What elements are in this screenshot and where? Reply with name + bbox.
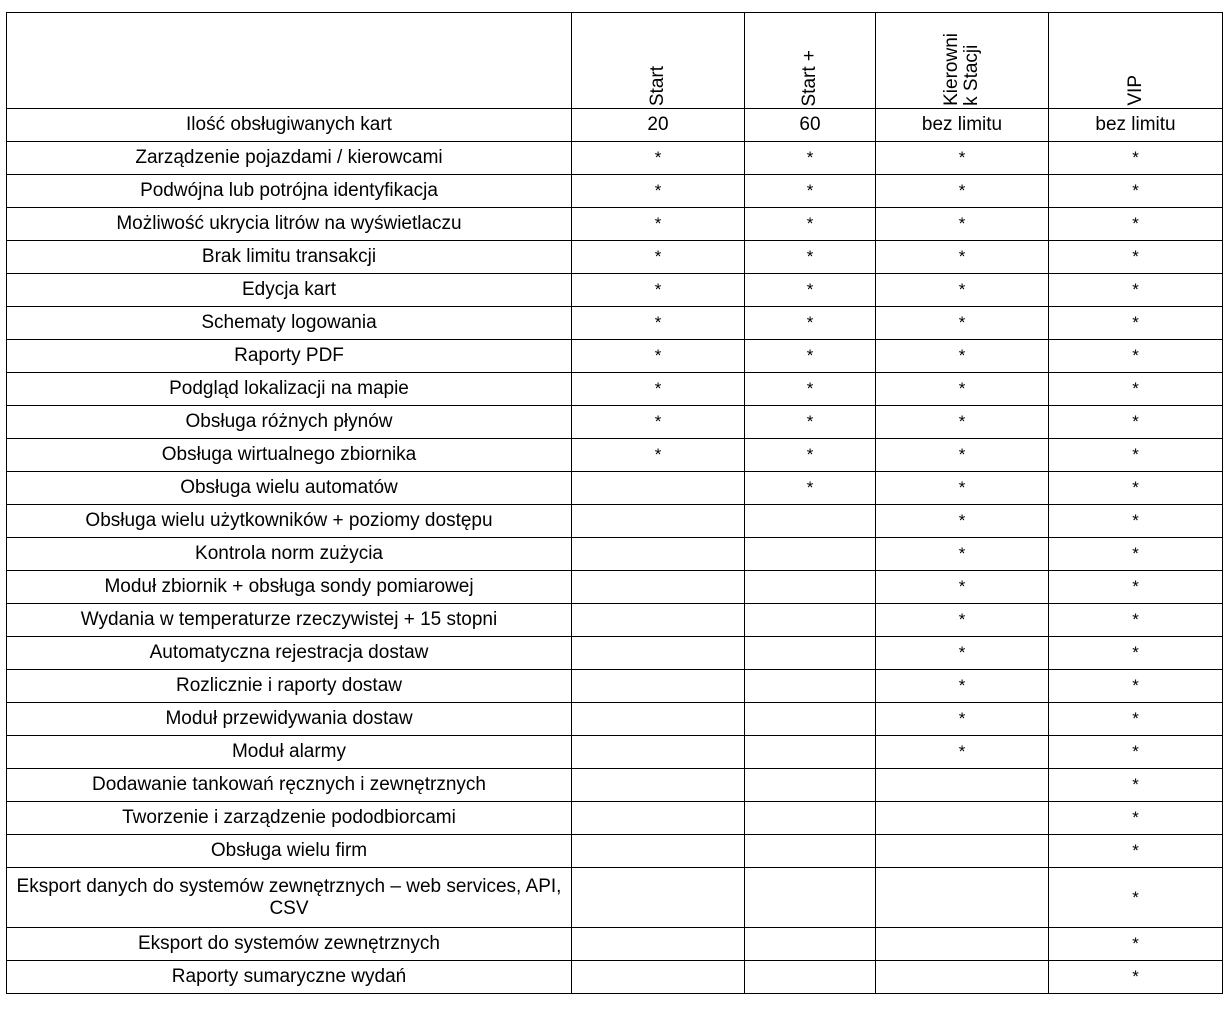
column-label: Kierowni k Stacji <box>941 33 982 106</box>
value-cell <box>745 769 876 802</box>
column-label: VIP <box>1124 75 1146 106</box>
value-cell: bez limitu <box>876 109 1049 142</box>
value-cell: * <box>745 406 876 439</box>
value-cell: * <box>876 439 1049 472</box>
value-cell: * <box>1049 406 1223 439</box>
value-cell: * <box>876 670 1049 703</box>
value-cell <box>745 868 876 928</box>
value-cell <box>572 868 745 928</box>
feature-cell: Schematy logowania <box>7 307 572 340</box>
table-row <box>7 472 1223 505</box>
value-cell <box>572 670 745 703</box>
value-cell <box>572 604 745 637</box>
value-cell <box>745 928 876 961</box>
value-cell: * <box>745 274 876 307</box>
value-cell: * <box>876 637 1049 670</box>
value-cell: * <box>572 175 745 208</box>
value-cell: * <box>572 373 745 406</box>
value-cell: * <box>1049 538 1223 571</box>
feature-cell: Moduł przewidywania dostaw <box>7 703 572 736</box>
value-cell: * <box>572 307 745 340</box>
table-row <box>7 571 1223 604</box>
value-cell: * <box>1049 802 1223 835</box>
value-cell <box>745 538 876 571</box>
table-row <box>7 274 1223 307</box>
value-cell: * <box>572 142 745 175</box>
value-cell: 20 <box>572 109 745 142</box>
feature-cell: Moduł zbiornik + obsługa sondy pomiarowej <box>7 571 572 604</box>
value-cell: * <box>1049 928 1223 961</box>
table-row <box>7 505 1223 538</box>
value-cell: * <box>1049 835 1223 868</box>
value-cell: * <box>572 274 745 307</box>
value-cell: * <box>876 175 1049 208</box>
value-cell: * <box>876 307 1049 340</box>
value-cell <box>876 868 1049 928</box>
feature-cell: Obsługa wielu automatów <box>7 472 572 505</box>
value-cell: * <box>876 340 1049 373</box>
table-row <box>7 406 1223 439</box>
value-cell: * <box>1049 769 1223 802</box>
value-cell: * <box>745 241 876 274</box>
header-blank-cell <box>7 13 572 109</box>
value-cell: bez limitu <box>1049 109 1223 142</box>
value-cell: 60 <box>745 109 876 142</box>
table-row <box>7 373 1223 406</box>
value-cell: * <box>876 604 1049 637</box>
value-cell: * <box>745 373 876 406</box>
table-row <box>7 208 1223 241</box>
table-row <box>7 307 1223 340</box>
feature-cell: Brak limitu transakcji <box>7 241 572 274</box>
value-cell: * <box>876 208 1049 241</box>
feature-cell: Eksport danych do systemów zewnętrznych – web services, API, CSV <box>7 868 572 928</box>
value-cell: * <box>1049 274 1223 307</box>
value-cell: * <box>745 142 876 175</box>
table-row <box>7 868 1223 928</box>
table-row <box>7 928 1223 961</box>
feature-cell: Edycja kart <box>7 274 572 307</box>
value-cell <box>572 703 745 736</box>
value-cell <box>572 571 745 604</box>
value-cell <box>745 703 876 736</box>
feature-cell: Moduł alarmy <box>7 736 572 769</box>
value-cell: * <box>572 241 745 274</box>
value-cell: * <box>876 703 1049 736</box>
value-cell <box>572 538 745 571</box>
value-cell: * <box>876 241 1049 274</box>
value-cell: * <box>572 340 745 373</box>
value-cell <box>745 802 876 835</box>
feature-cell: Obsługa różnych płynów <box>7 406 572 439</box>
value-cell: * <box>876 406 1049 439</box>
value-cell: * <box>745 307 876 340</box>
value-cell <box>572 637 745 670</box>
feature-cell: Eksport do systemów zewnętrznych <box>7 928 572 961</box>
table-row <box>7 736 1223 769</box>
value-cell: * <box>745 175 876 208</box>
value-cell: * <box>1049 637 1223 670</box>
value-cell: * <box>876 571 1049 604</box>
value-cell <box>572 505 745 538</box>
feature-cell: Podwójna lub potrójna identyfikacja <box>7 175 572 208</box>
value-cell: * <box>1049 604 1223 637</box>
value-cell: * <box>1049 175 1223 208</box>
value-cell <box>745 505 876 538</box>
value-cell: * <box>1049 961 1223 994</box>
column-label: Start <box>647 65 668 106</box>
value-cell: * <box>876 274 1049 307</box>
header-col-start-plus <box>745 13 876 109</box>
value-cell: * <box>745 208 876 241</box>
table-row <box>7 961 1223 994</box>
value-cell: * <box>1049 670 1223 703</box>
value-cell: * <box>1049 868 1223 928</box>
value-cell: * <box>876 373 1049 406</box>
feature-cell: Obsługa wielu użytkowników + poziomy dostępu <box>7 505 572 538</box>
table-row <box>7 109 1223 142</box>
value-cell: * <box>1049 703 1223 736</box>
value-cell <box>745 670 876 703</box>
value-cell: * <box>1049 439 1223 472</box>
value-cell: * <box>572 208 745 241</box>
table-row <box>7 637 1223 670</box>
table-row <box>7 703 1223 736</box>
value-cell: * <box>1049 142 1223 175</box>
value-cell <box>745 835 876 868</box>
table-row <box>7 802 1223 835</box>
feature-cell: Możliwość ukrycia litrów na wyświetlaczu <box>7 208 572 241</box>
value-cell <box>745 961 876 994</box>
table-row <box>7 175 1223 208</box>
table-row <box>7 769 1223 802</box>
value-cell: * <box>1049 307 1223 340</box>
value-cell: * <box>1049 571 1223 604</box>
feature-cell: Dodawanie tankowań ręcznych i zewnętrznych <box>7 769 572 802</box>
value-cell: * <box>572 406 745 439</box>
value-cell <box>745 604 876 637</box>
value-cell: * <box>1049 505 1223 538</box>
value-cell <box>572 472 745 505</box>
feature-cell: Rozlicznie i raporty dostaw <box>7 670 572 703</box>
features-comparison-table <box>6 12 1223 994</box>
value-cell: * <box>745 340 876 373</box>
value-cell: * <box>876 538 1049 571</box>
value-cell: * <box>1049 736 1223 769</box>
feature-cell: Tworzenie i zarządzenie pododbiorcami <box>7 802 572 835</box>
table-row <box>7 538 1223 571</box>
feature-cell: Automatyczna rejestracja dostaw <box>7 637 572 670</box>
value-cell: * <box>1049 208 1223 241</box>
value-cell: * <box>1049 472 1223 505</box>
feature-cell: Zarządzenie pojazdami / kierowcami <box>7 142 572 175</box>
feature-cell: Raporty PDF <box>7 340 572 373</box>
feature-cell: Wydania w temperaturze rzeczywistej + 15 stopni <box>7 604 572 637</box>
header-col-start <box>572 13 745 109</box>
table-row <box>7 340 1223 373</box>
table-row <box>7 604 1223 637</box>
feature-cell: Kontrola norm zużycia <box>7 538 572 571</box>
value-cell <box>745 736 876 769</box>
column-label: Start + <box>799 49 820 106</box>
table-row <box>7 241 1223 274</box>
value-cell <box>745 571 876 604</box>
header-row <box>7 13 1223 109</box>
table-row <box>7 835 1223 868</box>
value-cell <box>876 961 1049 994</box>
header-col-kierownik-stacji <box>876 13 1049 109</box>
feature-cell: Podgląd lokalizacji na mapie <box>7 373 572 406</box>
value-cell: * <box>1049 373 1223 406</box>
value-cell <box>745 637 876 670</box>
table-row <box>7 670 1223 703</box>
value-cell: * <box>876 142 1049 175</box>
value-cell <box>572 835 745 868</box>
value-cell: * <box>1049 340 1223 373</box>
feature-cell: Ilość obsługiwanych kart <box>7 109 572 142</box>
table-row <box>7 439 1223 472</box>
feature-cell: Raporty sumaryczne wydań <box>7 961 572 994</box>
value-cell <box>876 802 1049 835</box>
feature-cell: Obsługa wirtualnego zbiornika <box>7 439 572 472</box>
value-cell: * <box>876 736 1049 769</box>
value-cell <box>572 769 745 802</box>
value-cell: * <box>745 439 876 472</box>
value-cell: * <box>876 472 1049 505</box>
value-cell <box>876 769 1049 802</box>
feature-cell: Obsługa wielu firm <box>7 835 572 868</box>
value-cell <box>572 736 745 769</box>
value-cell <box>876 835 1049 868</box>
value-cell: * <box>745 472 876 505</box>
value-cell: * <box>876 505 1049 538</box>
header-col-vip <box>1049 13 1223 109</box>
table-row <box>7 142 1223 175</box>
value-cell: * <box>572 439 745 472</box>
value-cell: * <box>1049 241 1223 274</box>
value-cell <box>572 802 745 835</box>
value-cell <box>572 928 745 961</box>
value-cell <box>572 961 745 994</box>
value-cell <box>876 928 1049 961</box>
